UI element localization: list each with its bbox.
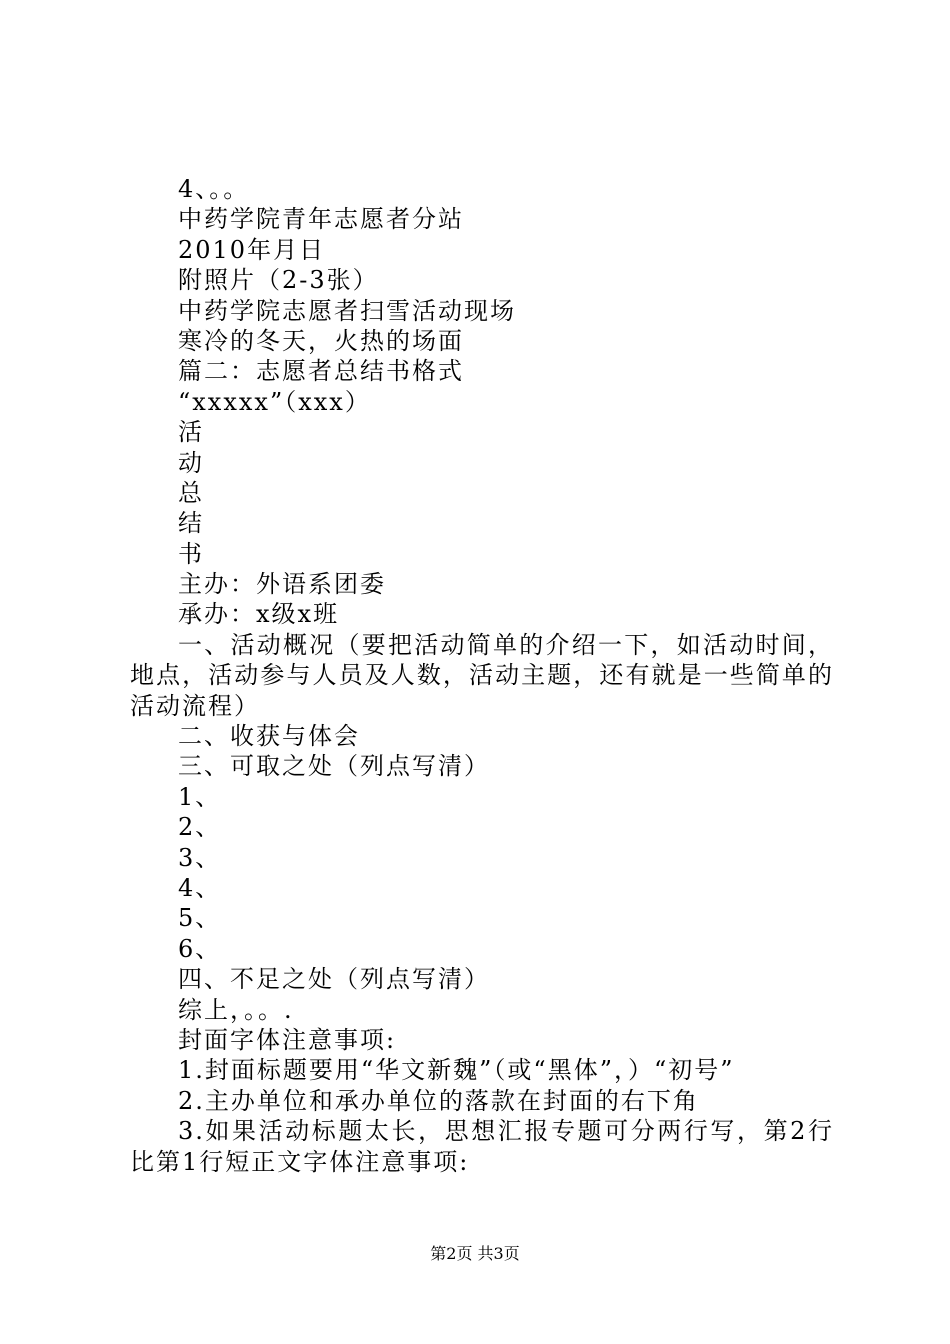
note-paragraph: 3.如果活动标题太长，思想汇报专题可分两行写，第2行比第1行短正文字体注意事项: <box>130 1117 834 1176</box>
section-heading: 篇二：志愿者总结书格式 <box>178 357 464 386</box>
text-line: 二、收获与体会 <box>178 722 360 751</box>
list-item: 4、 <box>178 874 222 903</box>
organizer-line: 主办：外语系团委 <box>178 570 386 599</box>
text-line: 附照片（2-3张） <box>178 266 379 295</box>
text-line: 中药学院青年志愿者分站 <box>178 205 464 234</box>
list-item: 3、 <box>178 843 222 872</box>
text-line: 1.封面标题要用“华文新魏”（或“黑体”，）“初号” <box>178 1056 735 1085</box>
vertical-title-char: 活 <box>178 418 204 447</box>
text-line: 2010年月日 <box>178 235 326 264</box>
list-item: 2、 <box>178 813 222 842</box>
text-line: 封面字体注意事项: <box>178 1025 397 1054</box>
list-item: 6、 <box>178 934 222 963</box>
document-body <box>130 174 834 1177</box>
vertical-title-char: 动 <box>178 448 204 477</box>
co-organizer-line: 承办：x级x班 <box>178 600 340 629</box>
page-footer: 第2页 共3页 <box>430 1244 520 1263</box>
vertical-title-char: 总 <box>178 478 204 507</box>
vertical-title-char: 结 <box>178 509 204 538</box>
list-item: 1、 <box>178 782 222 811</box>
text-line: 寒冷的冬天，火热的场面 <box>178 326 464 355</box>
text-line: 2.主办单位和承办单位的落款在封面的右下角 <box>178 1086 699 1115</box>
text-line: 4、。。 <box>178 175 250 203</box>
text-line: 综上，。。. <box>178 995 294 1024</box>
text-line: 四、不足之处（列点写清） <box>178 965 490 994</box>
text-line: “xxxxx”（xxx） <box>178 387 371 416</box>
text-line: 三、可取之处（列点写清） <box>178 752 490 781</box>
overview-paragraph: 一、活动概况（要把活动简单的介绍一下，如活动时间，地点，活动参与人员及人数，活动主题，还有就是一些简单的活动流程） <box>130 630 834 720</box>
vertical-title-char: 书 <box>178 539 204 568</box>
list-item: 5、 <box>178 904 222 933</box>
text-line: 中药学院志愿者扫雪活动现场 <box>178 296 516 325</box>
